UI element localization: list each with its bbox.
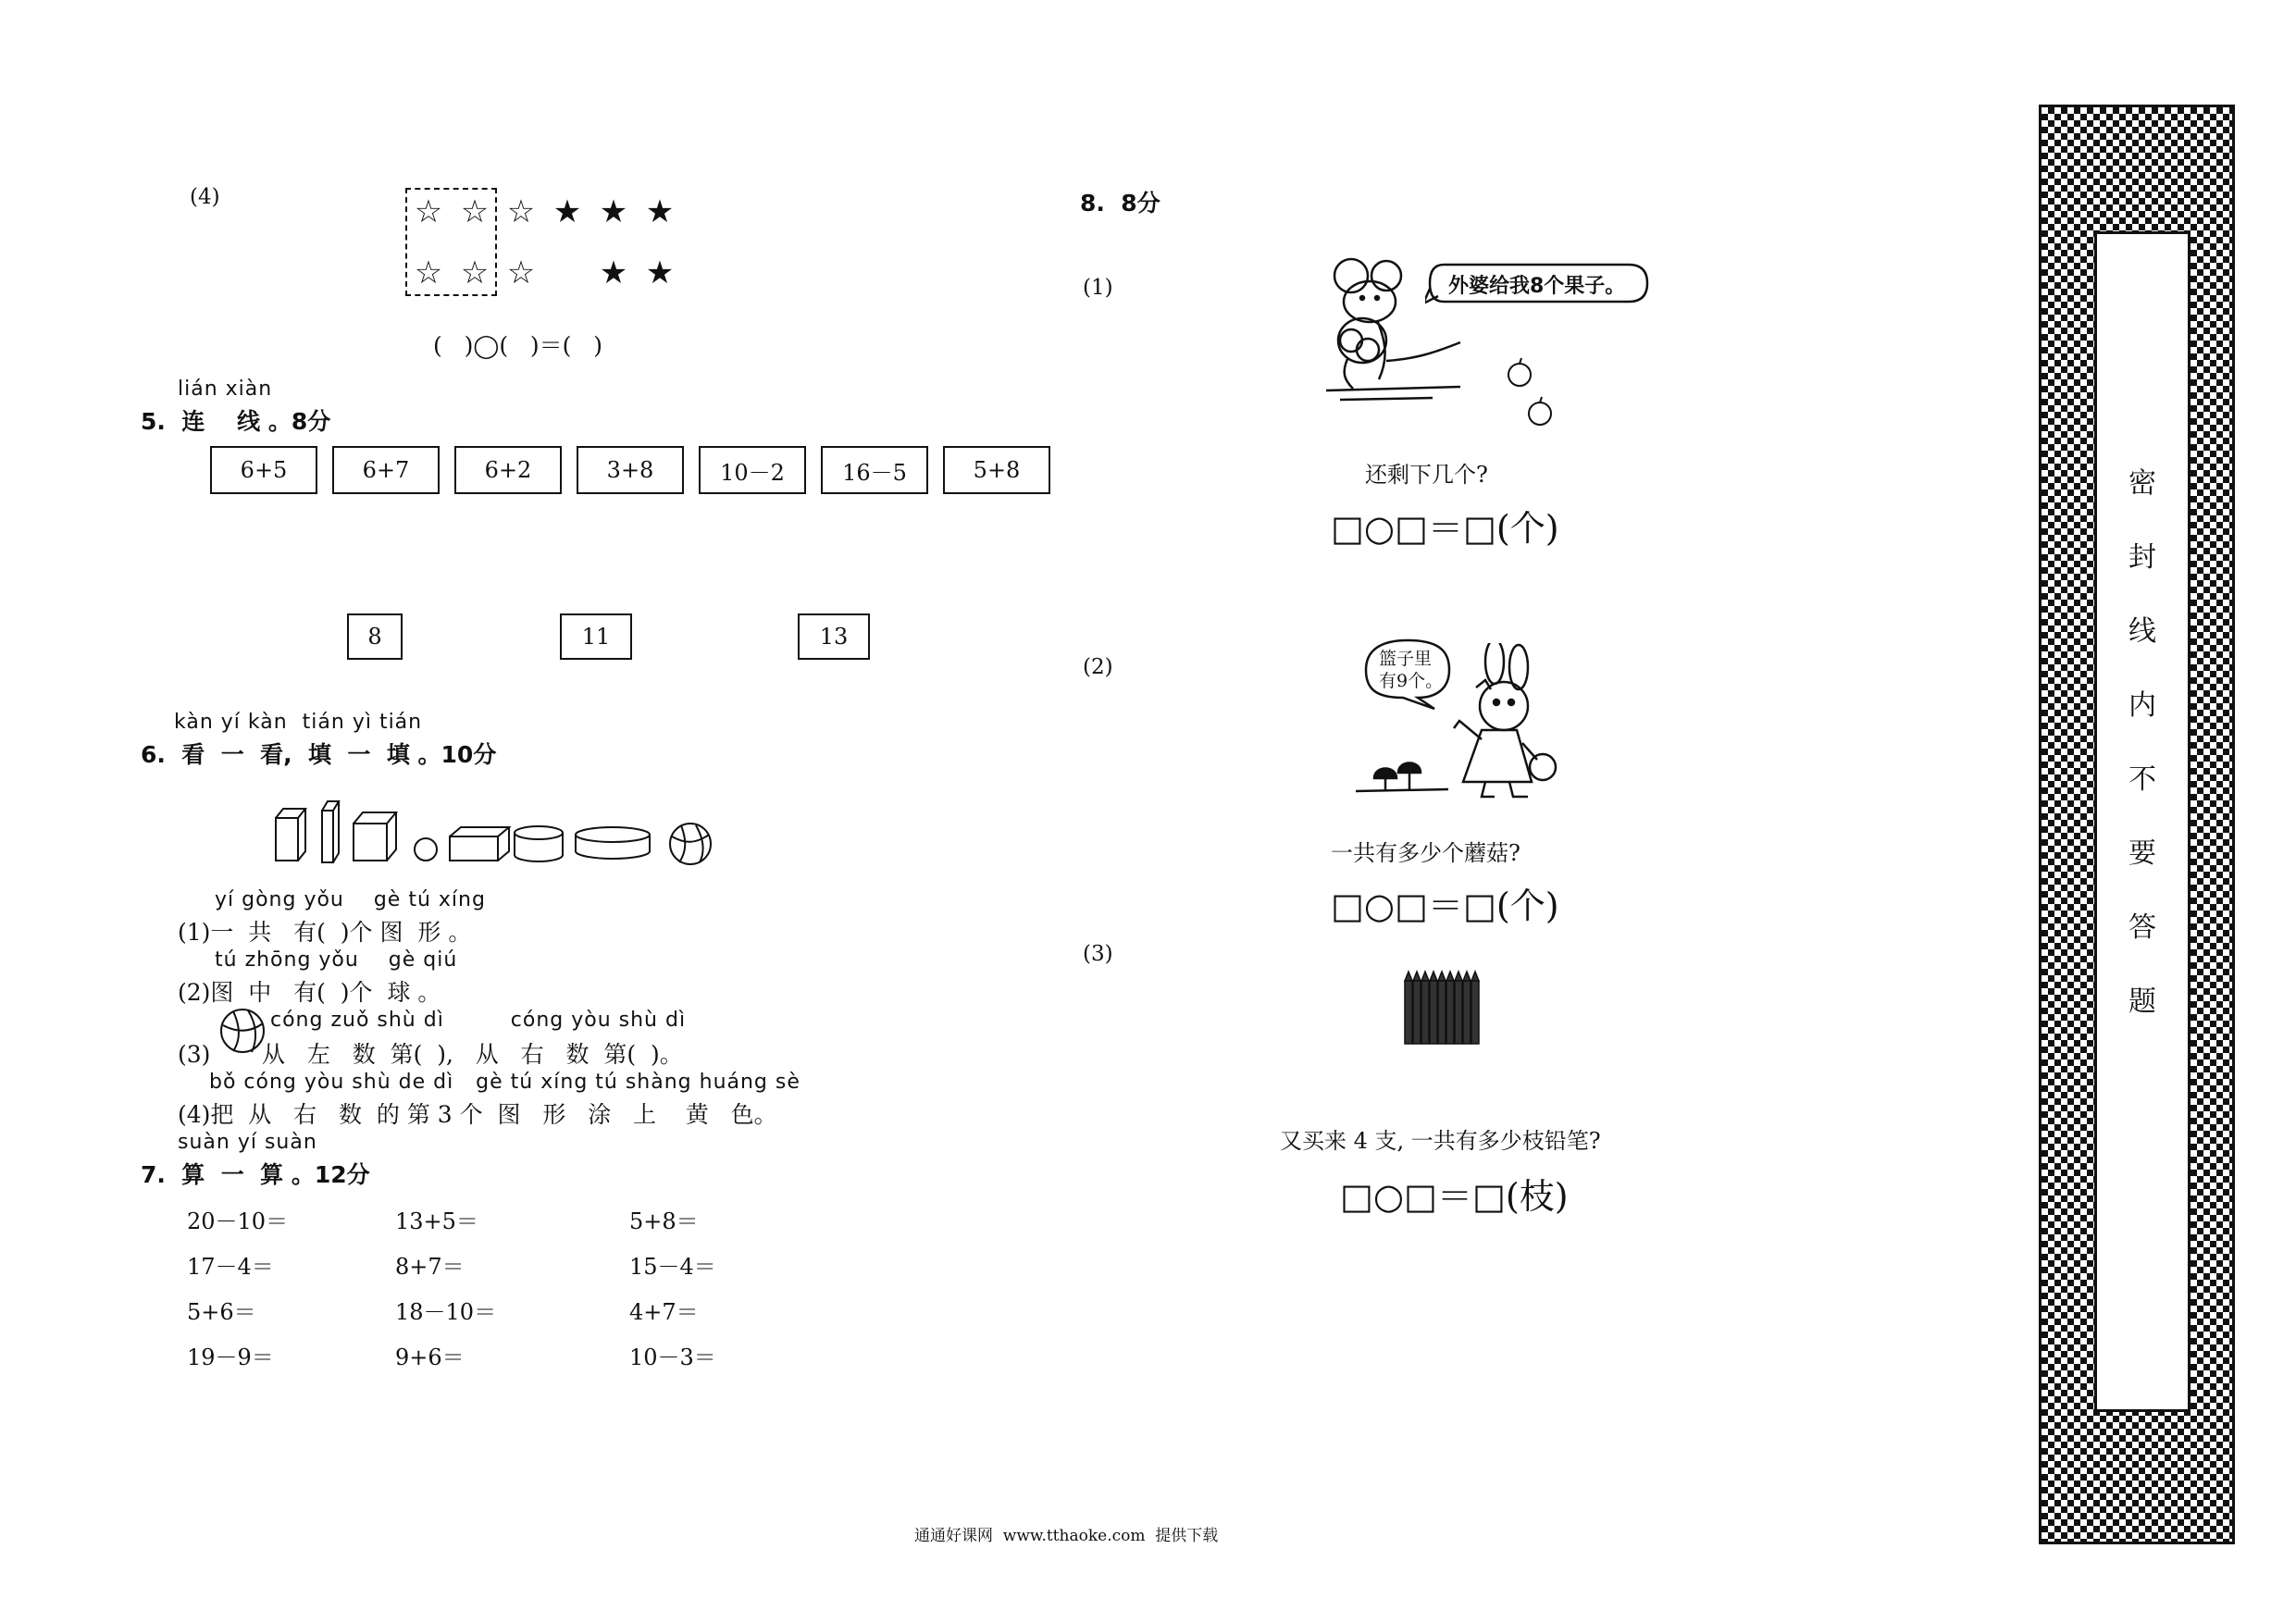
q4-equation: ( )◯( )＝( ): [433, 332, 603, 359]
calc-item: 19－9＝: [187, 1344, 274, 1370]
seal-panel: [2094, 231, 2191, 1412]
expr-box[interactable]: 16－5: [821, 446, 928, 494]
q6-item2-text: (2)图 中 有( )个 球 。: [178, 979, 441, 1006]
calc-item: 5+8＝: [629, 1208, 699, 1234]
star-icon: ★: [552, 193, 582, 230]
star-icon: ★: [599, 193, 628, 230]
q4-label: (4): [190, 185, 220, 209]
q6-item4-pinyin: bǒ cóng yòu shù de dì gè tú xíng tú shàng huáng sè: [209, 1071, 800, 1094]
answer-box[interactable]: 13: [798, 613, 870, 660]
seal-char: 线: [2128, 615, 2156, 648]
q8-part1-equation: □○□＝□(个): [1331, 508, 1559, 549]
q7-title: 7. 算 一 算 。12分: [141, 1161, 370, 1188]
star-row-1: [405, 193, 683, 230]
q6-item1-text: (1)一 共 有( )个 图 形 。: [178, 919, 472, 946]
seal-char: 封: [2128, 541, 2156, 574]
expr-box[interactable]: 3+8: [577, 446, 684, 494]
q6-item3-text: (3) 从 左 数 第( ), 从 右 数 第( )。: [178, 1041, 683, 1068]
calc-item: 18－10＝: [395, 1299, 497, 1325]
calc-item: 13+5＝: [395, 1208, 478, 1234]
seal-char: 答: [2128, 911, 2156, 944]
q7-pinyin: suàn yí suàn: [178, 1131, 317, 1154]
star-icon: ☆: [460, 193, 490, 230]
footer-text: 通通好课网 www.tthaoke.com 提供下载: [914, 1527, 1219, 1545]
q6-item3-pinyin: cóng zuǒ shù dì cóng yòu shù dì: [270, 1009, 687, 1032]
q8-part2-question: 一共有多少个蘑菇?: [1331, 840, 1520, 866]
star-icon: ☆: [460, 254, 490, 291]
calc-item: 5+6＝: [187, 1299, 256, 1325]
q8-part3-question: 又买来 4 支, 一共有多少枝铅笔?: [1280, 1128, 1601, 1154]
calc-item: 8+7＝: [395, 1254, 465, 1280]
calc-item: 15－4＝: [629, 1254, 716, 1280]
seal-char: 内: [2128, 689, 2156, 722]
bubble-2-text: 篮子里 有9个。: [1379, 649, 1444, 691]
q5-title: 5. 连 线 。8分: [141, 408, 331, 435]
q8-part1-label: (1): [1083, 276, 1113, 300]
star-icon: ★: [645, 254, 675, 291]
star-icon: ☆: [414, 254, 443, 291]
calc-item: 9+6＝: [395, 1344, 465, 1370]
q5-pinyin: lián xiàn: [178, 378, 273, 401]
pencils-icon: [1402, 970, 1490, 1046]
fruit-icons: [1499, 356, 1564, 430]
q6-item2-pinyin: tú zhōng yǒu gè qiú: [215, 948, 458, 972]
q6-pinyin: kàn yí kàn tián yì tián: [174, 711, 423, 734]
answer-box[interactable]: 8: [347, 613, 403, 660]
speech-text: 外婆给我8个果子。: [1448, 275, 1626, 298]
q6-item4-text: (4)把 从 右 数 的 第 3 个 图 形 涂 上 黄 色。: [178, 1101, 777, 1128]
star-icon: ★: [645, 193, 675, 230]
q6-item1-pinyin: yí gòng yǒu gè tú xíng: [215, 888, 486, 911]
shapes-illustration: [268, 798, 722, 867]
expr-box[interactable]: 6+7: [332, 446, 440, 494]
rabbit-illustration: [1347, 643, 1559, 805]
seal-char: 题: [2128, 985, 2156, 1018]
seal-char: 不: [2128, 763, 2156, 796]
q6-title: 6. 看 一 看, 填 一 填 。10分: [141, 741, 497, 768]
expr-box[interactable]: 6+5: [210, 446, 317, 494]
q8-part1-question: 还剩下几个?: [1365, 462, 1488, 488]
q8-part2-equation: □○□＝□(个): [1331, 886, 1559, 926]
expr-box[interactable]: 10－2: [699, 446, 806, 494]
star-icon: ☆: [506, 193, 536, 230]
seal-text: [2097, 447, 2188, 1039]
star-icon: ☆: [414, 193, 443, 230]
calc-item: 20－10＝: [187, 1208, 289, 1234]
star-row-2: [405, 254, 683, 291]
calc-item: 10－3＝: [629, 1344, 716, 1370]
expr-box[interactable]: 5+8: [943, 446, 1050, 494]
star-icon: ☆: [506, 254, 536, 291]
q8-part2-label: (2): [1083, 655, 1113, 679]
seal-char: 要: [2128, 837, 2156, 870]
q8-title: 8. 8分: [1080, 190, 1160, 217]
calc-item: 4+7＝: [629, 1299, 699, 1325]
expr-box[interactable]: 6+2: [454, 446, 562, 494]
q8-part3-equation: □○□＝□(枝): [1340, 1176, 1569, 1217]
q8-part3-label: (3): [1083, 942, 1113, 966]
calc-item: 17－4＝: [187, 1254, 274, 1280]
seal-char: 密: [2128, 467, 2156, 500]
answer-box[interactable]: 11: [560, 613, 632, 660]
star-icon: ★: [599, 254, 628, 291]
